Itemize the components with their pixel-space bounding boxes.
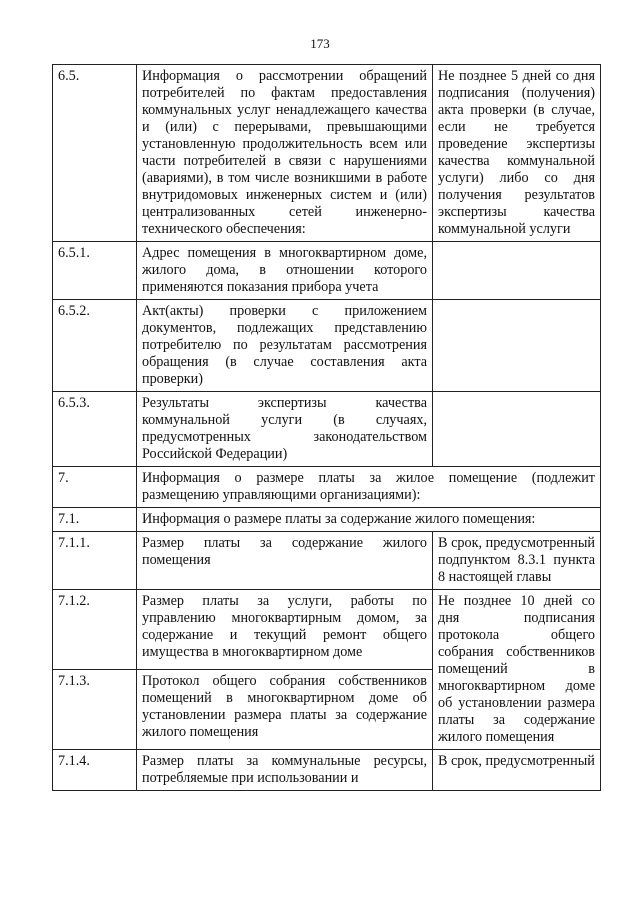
row-term: Не позднее 10 дней со дня подписания протокола общего собрания собственников помещений в многоквартирном доме об установлении размера платы за содержание жилого помещения xyxy=(433,590,601,750)
row-info: Размер платы за содержание жилого помещения xyxy=(137,532,433,590)
row-term: В срок, предусмотренный подпунктом 8.3.1 пункта 8 настоящей главы xyxy=(433,532,601,590)
row-number: 7.1.4. xyxy=(53,750,137,791)
table-row xyxy=(53,467,601,508)
row-number: 7.1.3. xyxy=(53,670,137,750)
page-number: 173 xyxy=(310,36,330,51)
row-number: 6.5.3. xyxy=(53,392,137,467)
row-info: Информация о размере платы за жилое помещение (подлежит размещению управляющими организациями): xyxy=(137,467,601,508)
row-info: Результаты экспертизы качества коммунальной услуги (в случаях, предусмотренных законодательством Российской Федерации) xyxy=(137,392,433,467)
row-info: Информация о размере платы за содержание жилого помещения: xyxy=(137,508,601,532)
row-number: 7. xyxy=(53,467,137,508)
row-number: 7.1.1. xyxy=(53,532,137,590)
row-term-empty xyxy=(433,300,601,392)
table-row xyxy=(53,508,601,532)
requirements-table xyxy=(52,64,601,791)
table-row xyxy=(53,532,601,590)
row-term-empty xyxy=(433,392,601,467)
table-row xyxy=(53,392,601,467)
row-info: Размер платы за коммунальные ресурсы, потребляемые при использовании и xyxy=(137,750,433,791)
row-term: Не позднее 5 дней со дня подписания (получения) акта проверки (в случае, если не требуется проведение экспертизы качества коммунальной услуги) либо со дня получения результатов экспертизы качества коммунальной услуги xyxy=(433,65,601,242)
row-term-empty xyxy=(433,242,601,300)
table-row xyxy=(53,65,601,242)
row-number: 6.5.2. xyxy=(53,300,137,392)
table-row xyxy=(53,590,601,670)
row-info: Размер платы за услуги, работы по управлению многоквартирным домом, за содержание и текущий ремонт общего имущества в многоквартирном доме xyxy=(137,590,433,670)
table-row xyxy=(53,300,601,392)
table-row xyxy=(53,750,601,791)
row-term: В срок, предусмотренный xyxy=(433,750,601,791)
row-info: Протокол общего собрания собственников помещений в многоквартирном доме об установлении размера платы за содержание жилого помещения xyxy=(137,670,433,750)
row-number: 6.5.1. xyxy=(53,242,137,300)
row-number: 7.1. xyxy=(53,508,137,532)
row-number: 6.5. xyxy=(53,65,137,242)
row-info: Адрес помещения в многоквартирном доме, жилого дома, в отношении которого применяются показания прибора учета xyxy=(137,242,433,300)
row-info: Информация о рассмотрении обращений потребителей по фактам предоставления коммунальных услуг ненадлежащего качества и (или) с перерывами, превышающими установленную продолжительность всем или части потребителей в связи с нарушениями (авариями), в том числе возникшими в работе внутридомовых инженерных систем и (или) централизованных сетей инженерно-технического обеспечения: xyxy=(137,65,433,242)
row-info: Акт(акты) проверки с приложением документов, подлежащих представлению потребителю по результатам рассмотрения обращения (в случае составления акта проверки) xyxy=(137,300,433,392)
table-row xyxy=(53,242,601,300)
row-number: 7.1.2. xyxy=(53,590,137,670)
